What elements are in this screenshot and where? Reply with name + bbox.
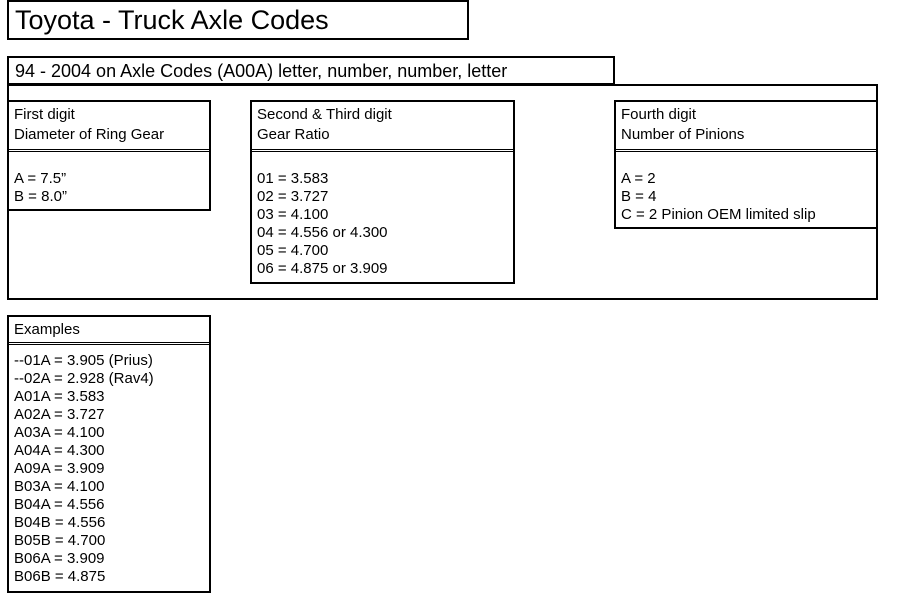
first-digit-rows [14, 170, 67, 206]
table-row: C = 2 Pinion OEM limited slip [621, 206, 816, 223]
fourth-digit-title: Fourth digit [621, 106, 697, 123]
second-third-digit-title: Second & Third digit [257, 106, 392, 123]
subtitle-box [7, 56, 615, 85]
list-item: B06B = 4.875 [14, 568, 106, 585]
list-item: B05B = 4.700 [14, 532, 106, 549]
header-divider [9, 149, 209, 152]
second-third-digit-table [250, 100, 515, 284]
page-title: Toyota - Truck Axle Codes [15, 5, 329, 35]
first-digit-title: First digit [14, 106, 75, 123]
list-item: B04A = 4.556 [14, 496, 105, 513]
second-third-digit-rows [257, 170, 388, 278]
first-digit-table [7, 100, 211, 211]
second-third-digit-header [257, 105, 392, 145]
first-digit-header [14, 105, 164, 145]
examples-rows [14, 352, 154, 586]
table-row: B = 8.0” [14, 188, 67, 205]
fourth-digit-subtitle: Number of Pinions [621, 126, 745, 143]
table-row: A = 7.5” [14, 170, 67, 187]
title-box [7, 0, 469, 40]
table-row: 04 = 4.556 or 4.300 [257, 224, 388, 241]
list-item: A01A = 3.583 [14, 388, 105, 405]
list-item: --01A = 3.905 (Prius) [14, 352, 153, 369]
table-row: 01 = 3.583 [257, 170, 329, 187]
header-divider [252, 149, 513, 152]
header-divider [9, 342, 209, 345]
list-item: A02A = 3.727 [14, 406, 105, 423]
list-item: B04B = 4.556 [14, 514, 106, 531]
table-row: 02 = 3.727 [257, 188, 329, 205]
table-row: A = 2 [621, 170, 656, 187]
list-item: A03A = 4.100 [14, 424, 105, 441]
examples-header: Examples [14, 321, 80, 338]
fourth-digit-rows [621, 170, 816, 224]
table-row: 06 = 4.875 or 3.909 [257, 260, 388, 277]
header-divider [616, 149, 876, 152]
table-row: 05 = 4.700 [257, 242, 329, 259]
list-item: A09A = 3.909 [14, 460, 105, 477]
list-item: B03A = 4.100 [14, 478, 105, 495]
second-third-digit-subtitle: Gear Ratio [257, 126, 330, 143]
fourth-digit-table [614, 100, 878, 229]
page-subtitle: 94 - 2004 on Axle Codes (A00A) letter, number, number, letter [15, 61, 508, 81]
fourth-digit-header [621, 105, 744, 145]
list-item: B06A = 3.909 [14, 550, 105, 567]
list-item: --02A = 2.928 (Rav4) [14, 370, 154, 387]
table-row: 03 = 4.100 [257, 206, 329, 223]
examples-table [7, 315, 211, 593]
first-digit-subtitle: Diameter of Ring Gear [14, 126, 165, 143]
table-row: B = 4 [621, 188, 657, 205]
list-item: A04A = 4.300 [14, 442, 105, 459]
